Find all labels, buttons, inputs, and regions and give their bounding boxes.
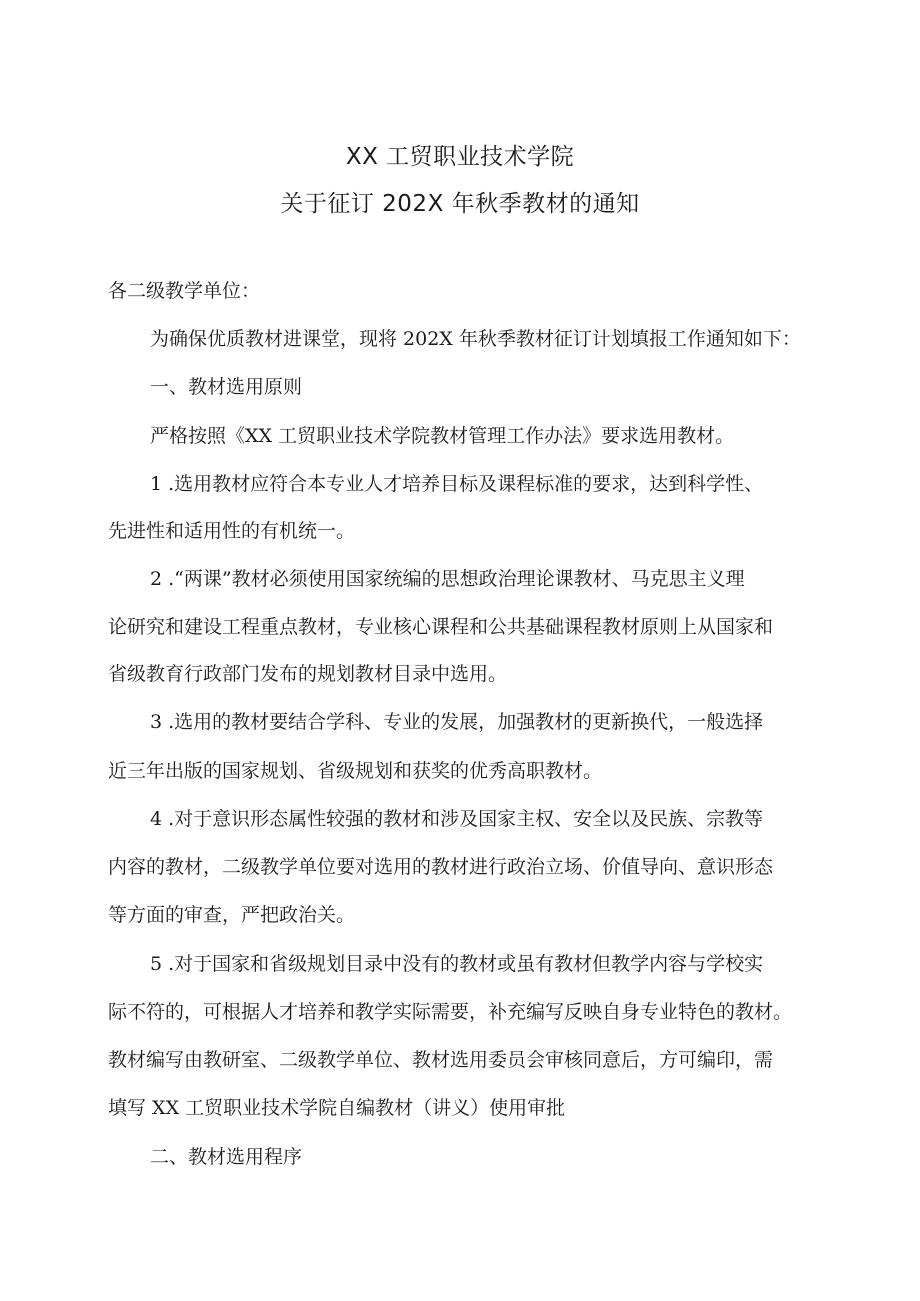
intro-paragraph: 为确保优质教材进课堂，现将 202X 年秋季教材征订计划填报工作通知如下： xyxy=(150,328,801,350)
list-item-4-line-2: 内容的教材，二级教学单位要对选用的教材进行政治立场、价值导向、意识形态 xyxy=(108,856,774,878)
list-item-4-line-3: 等方面的审查，严把政治关。 xyxy=(108,904,356,926)
list-item-2-line-1: 2 .“两课”教材必须使用国家统编的思想政治理论课教材、马克思主义理 xyxy=(150,568,745,590)
document-title-line-1: XX 工贸职业技术学院 xyxy=(345,144,575,170)
list-item-4-line-1: 4 .对于意识形态属性较强的教材和涉及国家主权、安全以及民族、宗教等 xyxy=(150,808,764,830)
list-item-2-line-2: 论研究和建设工程重点教材，专业核心课程和公共基础课程教材原则上从国家和 xyxy=(108,616,774,638)
list-item-3-line-2: 近三年出版的国家规划、省级规划和获奖的优秀高职教材。 xyxy=(108,760,603,782)
section-heading-1: 一、教材选用原则 xyxy=(150,376,303,398)
paragraph-line: 严格按照《XX 工贸职业技术学院教材管理工作办法》要求选用教材。 xyxy=(150,425,735,447)
list-item-1-line-2: 先进性和适用性的有机统一。 xyxy=(108,520,356,542)
document-title-line-2: 关于征订 202X 年秋季教材的通知 xyxy=(280,191,640,217)
salutation: 各二级教学单位： xyxy=(108,280,261,302)
list-item-2-line-3: 省级教育行政部门发布的规划教材目录中选用。 xyxy=(108,663,508,685)
list-item-3-line-1: 3 .选用的教材要结合学科、专业的发展，加强教材的更新换代，一般选择 xyxy=(150,711,764,733)
section-heading-2: 二、教材选用程序 xyxy=(150,1146,303,1168)
list-item-5-line-1: 5 .对于国家和省级规划目录中没有的教材或虽有教材但教学内容与学校实 xyxy=(150,953,764,975)
list-item-5-line-3: 教材编写由教研室、二级教学单位、教材选用委员会审核同意后，方可编印，需 xyxy=(108,1049,774,1071)
list-item-5-line-2: 际不符的，可根据人才培养和教学实际需要，补充编写反映自身专业特色的教材。 xyxy=(108,1001,793,1023)
list-item-1-line-1: 1 .选用教材应符合本专业人才培养目标及课程标准的要求，达到科学性、 xyxy=(150,473,764,495)
list-item-5-line-4: 填写 XX 工贸职业技术学院自编教材（讲义）使用审批 xyxy=(108,1097,566,1119)
